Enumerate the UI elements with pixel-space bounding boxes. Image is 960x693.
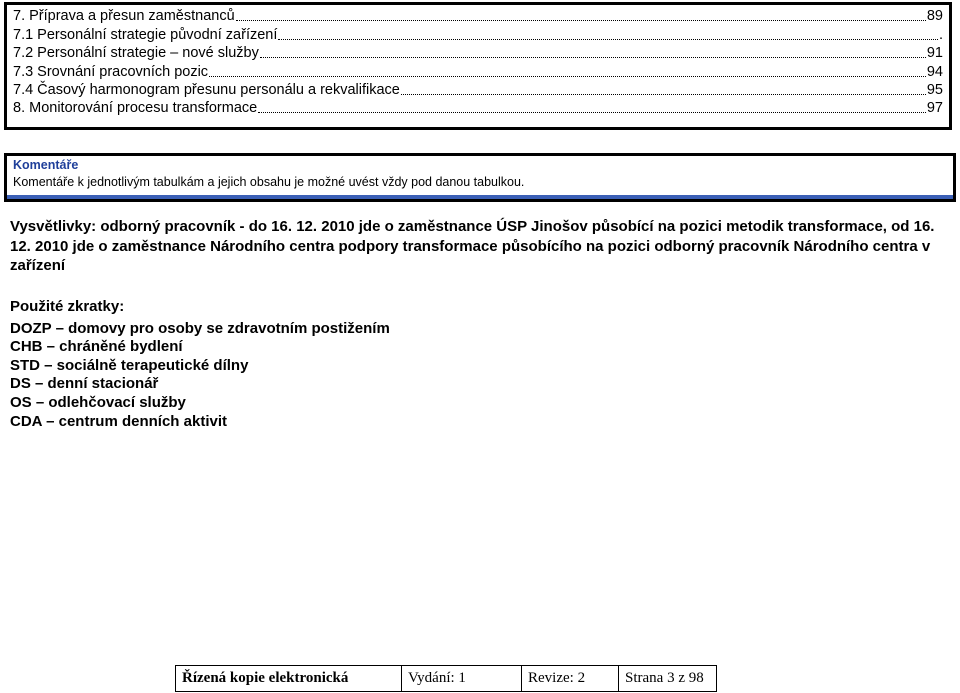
toc-entry-label: 7. Příprava a přesun zaměstnanců [13,8,235,25]
toc-entry[interactable] [13,44,943,62]
toc-entry-label: 7.2 Personální strategie – nové služby [13,45,259,62]
toc-entry-label: 7.4 Časový harmonogram přesunu personálu a rekvalifikace [13,81,400,98]
toc-entry-label: 8. Monitorování procesu transformace [13,100,258,117]
comments-box [4,153,956,202]
toc-leader-dots [260,57,926,58]
abbreviations-title: Použité zkratky: [10,298,125,315]
toc-entry[interactable] [13,81,943,99]
toc-leader-dots [209,76,926,77]
table-of-contents [4,2,952,130]
document-footer [175,665,717,692]
toc-entry-page: 89 [926,8,943,25]
abbreviation-item: DS – denní stacionář [10,375,159,393]
toc-entry[interactable] [13,99,943,117]
abbreviation-item: OS – odlehčovací služby [10,393,186,411]
footer-issue: Vydání: 1 [402,666,522,691]
abbreviation-item: DOZP – domovy pro osoby se zdravotním postižením [10,319,390,337]
toc-entry[interactable] [13,7,943,25]
toc-leader-dots [258,112,926,113]
abbreviation-item: CDA – centrum denních aktivit [10,412,227,430]
toc-entry-label: 7.3 Srovnání pracovních pozic [13,63,209,80]
abbreviation-item: STD – sociálně terapeutické dílny [10,356,249,374]
footer-controlled-copy: Řízená kopie elektronická [176,666,402,691]
abbreviation-item: CHB – chráněné bydlení [10,338,183,356]
toc-entry[interactable] [13,25,943,43]
toc-entry-page: 97 [926,100,943,117]
comments-title: Komentáře [13,158,79,172]
toc-leader-dots [236,20,926,21]
toc-list [13,7,943,117]
toc-entry[interactable] [13,62,943,80]
toc-leader-dots [278,39,938,40]
toc-leader-dots [401,94,926,95]
footer-revision: Revize: 2 [522,666,619,691]
toc-entry-page: 94 [926,63,943,80]
comments-text: Komentáře k jednotlivým tabulkám a jejich obsahu je možné uvést vždy pod danou tabulkou. [13,175,525,189]
abbreviations-section [10,298,610,431]
toc-entry-page: . [938,26,943,43]
footer-page-number: Strana 3 z 98 [625,670,704,686]
toc-entry-page: 95 [926,81,943,98]
explanations-paragraph: Vysvětlivky: odborný pracovník - do 16. 12. 2010 jde o zaměstnance ÚSP Jinošov působící na pozici metodik transformace, od 16. 12. 2010 jde o zaměstnance Národního centra podpory transformace působícího na pozici odborný pracovník Národního centra v zařízení [10,218,935,274]
toc-entry-page: 91 [926,45,943,62]
toc-entry-label: 7.1 Personální strategie původní zařízení [13,26,278,43]
